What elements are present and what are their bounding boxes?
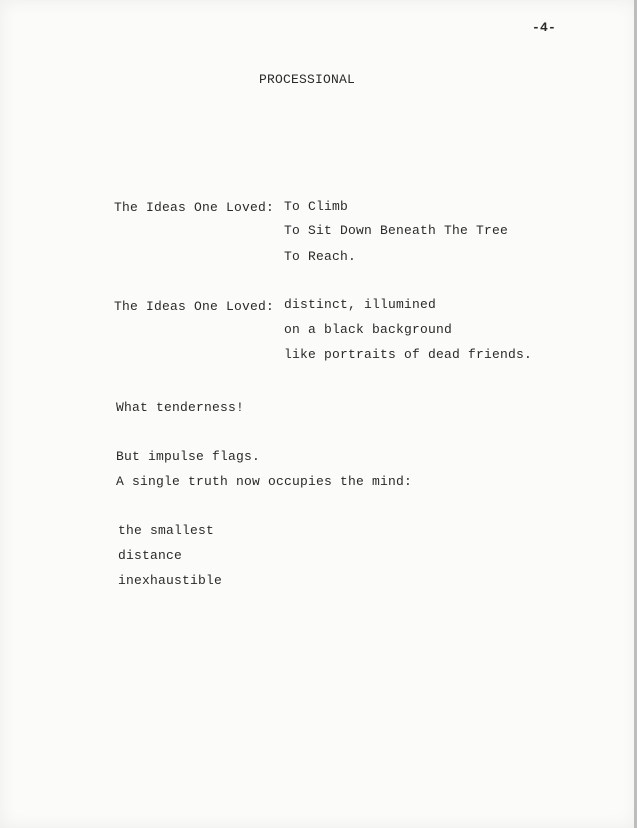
stanza-1-label: The Ideas One Loved: — [114, 200, 275, 215]
stanza-2-line: like portraits of dead friends. — [284, 347, 533, 362]
page-number: -4- — [532, 20, 557, 35]
final-line: the smallest — [118, 523, 215, 538]
final-line: distance — [118, 548, 183, 563]
final-line: inexhaustible — [118, 573, 223, 588]
stanza-2-line: distinct, illumined — [284, 297, 437, 312]
poem-line: A single truth now occupies the mind: — [116, 474, 413, 489]
poem-title: PROCESSIONAL — [259, 72, 356, 87]
stanza-2-label: The Ideas One Loved: — [114, 299, 275, 314]
stanza-2-line: on a black background — [284, 322, 453, 337]
stanza-1-line: To Reach. — [284, 249, 357, 264]
stanza-1-line: To Sit Down Beneath The Tree — [284, 223, 509, 238]
stanza-1-line: To Climb — [284, 199, 349, 214]
poem-line: But impulse flags. — [116, 449, 261, 464]
poem-line: What tenderness! — [116, 400, 245, 415]
